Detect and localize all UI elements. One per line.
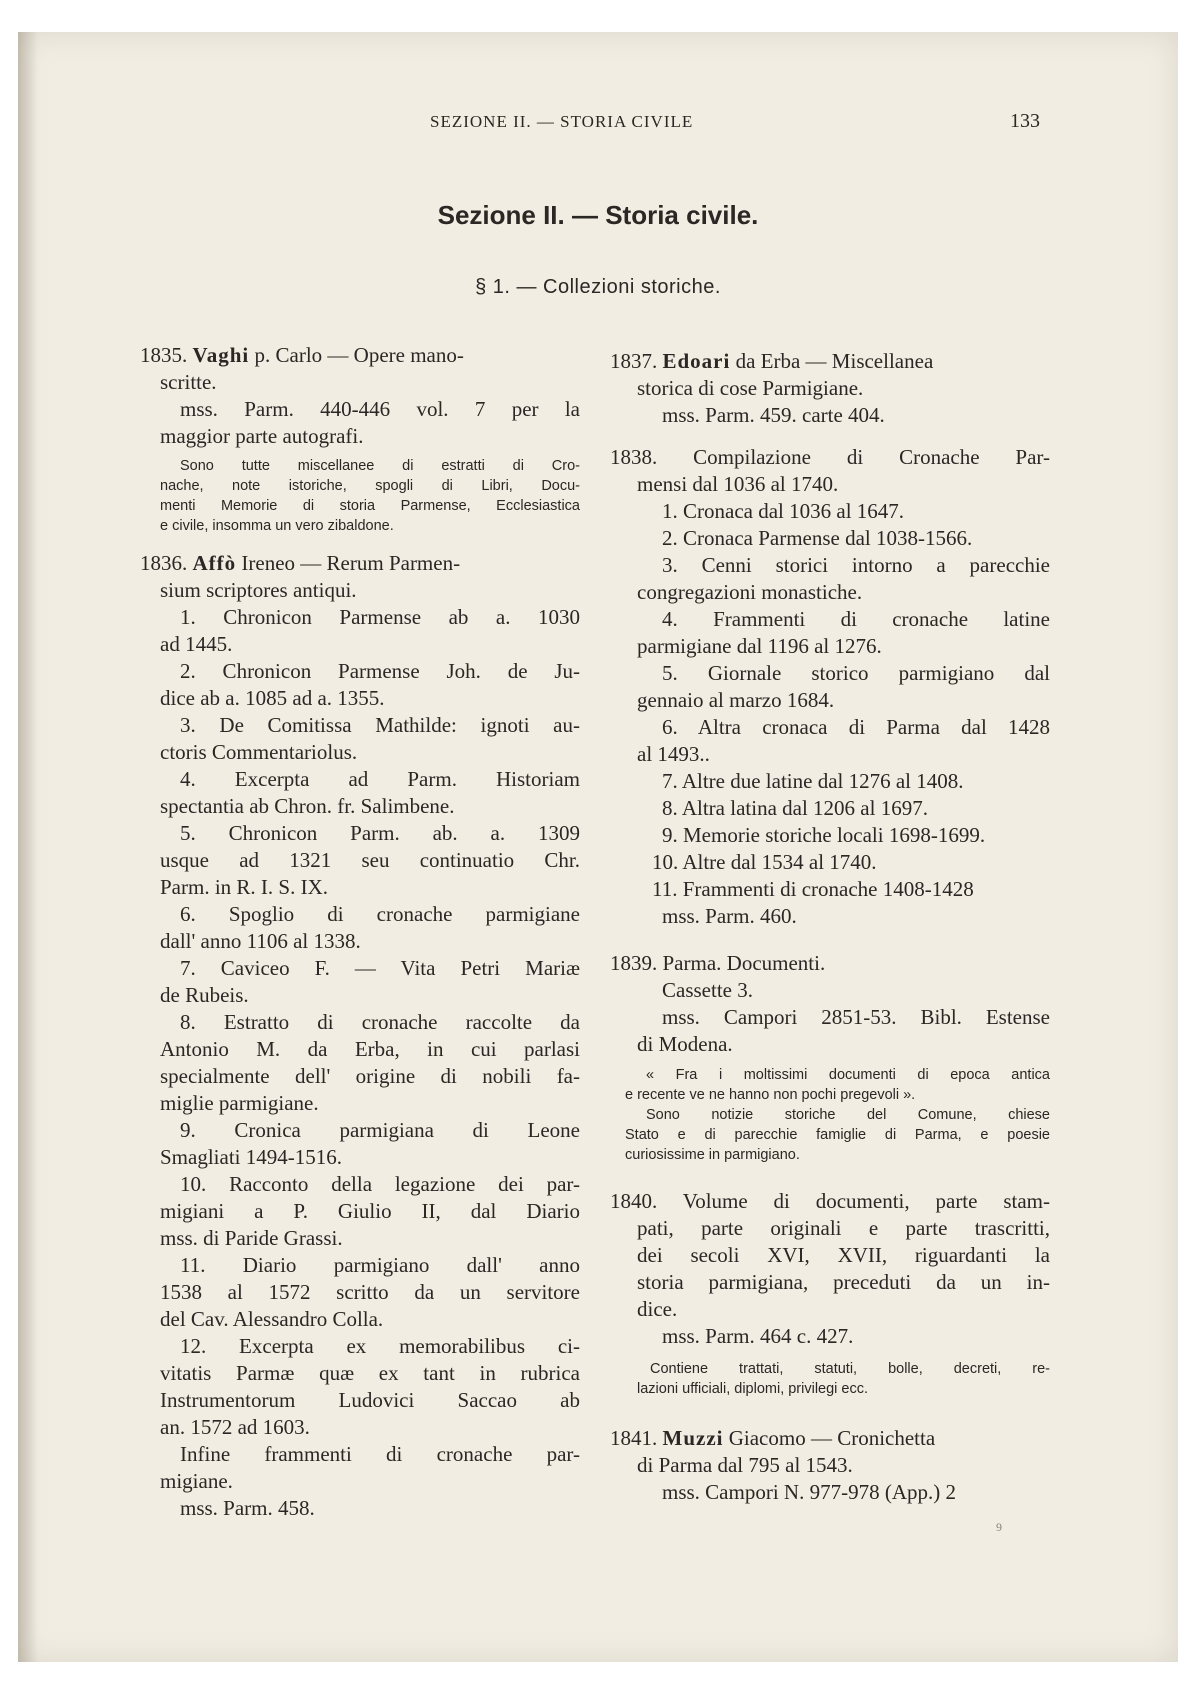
entry-line: 6. Spoglio di cronache parmigiane [180, 902, 580, 926]
entry-line: 9. Memorie storiche locali 1698-1699. [662, 823, 986, 847]
entry-line: ad 1445. [160, 632, 233, 656]
entry-line: dice. [637, 1297, 678, 1321]
entry-line: 3. Cenni storici intorno a parecchie [662, 553, 1050, 577]
entry-heading: 1839. Parma. Documenti. [610, 951, 826, 975]
section-title: Sezione II. — Storia civile. [437, 200, 759, 230]
entry-line: migiane. [160, 1469, 233, 1493]
entry-line: mss. Campori N. 977-978 (App.) 2 [662, 1480, 956, 1504]
entry-line: 12. Excerpta ex memorabilibus ci- [180, 1334, 580, 1358]
entry-line: storia parmigiana, preceduti da un in- [637, 1270, 1050, 1294]
entry-line: di Parma dal 795 al 1543. [637, 1453, 853, 1477]
entry-line: 4. Frammenti di cronache latine [662, 607, 1050, 631]
entry-line: usque ad 1321 seu continuatio Chr. [160, 848, 580, 872]
entry-note: curiosissime in parmigiano. [625, 1147, 800, 1163]
entry-line: di Modena. [637, 1032, 733, 1056]
entry-line: mss. Parm. 458. [180, 1496, 315, 1520]
entry-line: parmigiane dal 1196 al 1276. [637, 634, 882, 658]
entry-line: Antonio M. da Erba, in cui parlasi [160, 1037, 580, 1061]
entry-line: congregazioni monastiche. [637, 580, 863, 604]
entry-heading-rest: p. Carlo — Opere mano- [249, 343, 464, 367]
entry-line: 11. Frammenti di cronache 1408-1428 [652, 877, 974, 901]
entry-note: nache, note istoriche, spogli di Libri, Docu- [160, 478, 580, 494]
entry-number: 1837. [610, 349, 658, 373]
entry-heading: 1838. Compilazione di Cronache Par- [610, 445, 1050, 469]
entry-line: 11. Diario parmigiano dall' anno [180, 1253, 580, 1277]
entry-line: Instrumentorum Ludovici Saccao ab [160, 1388, 580, 1412]
entry-note: « Fra i moltissimi documenti di epoca antica [646, 1067, 1050, 1083]
entry-number: 1836. [140, 551, 188, 575]
entry-line: spectantia ab Chron. fr. Salimbene. [160, 794, 455, 818]
entry-line: 8. Altra latina dal 1206 al 1697. [662, 796, 928, 820]
entry-line: 5. Giornale storico parmigiano dal [662, 661, 1050, 685]
entry-note: e recente ve ne hanno non pochi pregevoli ». [625, 1087, 916, 1103]
entry-note: lazioni ufficiali, diplomi, privilegi ecc. [637, 1381, 869, 1397]
entry-line: dall' anno 1106 al 1338. [160, 929, 361, 953]
entry-line: mensi dal 1036 al 1740. [637, 472, 839, 496]
entry-line: mss. Parm. 460. [662, 904, 797, 928]
entry-line: 6. Altra cronaca di Parma dal 1428 [662, 715, 1050, 739]
page-number: 133 [1010, 110, 1040, 132]
entry-line: 1538 al 1572 scritto da un servitore [160, 1280, 580, 1304]
entry-heading-rest: da Erba — Miscellanea [730, 349, 934, 373]
entry-line: pati, parte originali e parte trascritti, [637, 1216, 1050, 1240]
entry-line: Parm. in R. I. S. IX. [160, 875, 328, 899]
entry-line: migiani a P. Giulio II, dal Diario [160, 1199, 580, 1223]
entry-note: Contiene trattati, statuti, bolle, decreti, re- [650, 1361, 1050, 1377]
entry-line: de Rubeis. [160, 983, 249, 1007]
entry-line: scritte. [160, 370, 217, 394]
entry-author: Affò [192, 551, 237, 575]
entry-line: 10. Altre dal 1534 al 1740. [652, 850, 877, 874]
entry-line: 4. Excerpta ad Parm. Historiam [180, 767, 580, 791]
entry-heading-rest: Ireneo — Rerum Parmen- [236, 551, 461, 575]
footer-mark: 9 [996, 1520, 1002, 1534]
entry-line: mss. Parm. 440-446 vol. 7 per la [180, 397, 580, 421]
subsection-title: § 1. — Collezioni storiche. [475, 276, 721, 298]
entry-heading [610, 348, 933, 374]
entry-heading [140, 342, 464, 368]
entry-note: menti Memorie di storia Parmense, Ecclesiastica [160, 498, 580, 514]
entry-line: 1. Cronaca dal 1036 al 1647. [662, 499, 905, 523]
entry-heading-rest: Giacomo — Cronichetta [723, 1426, 936, 1450]
entry-line: 7. Caviceo F. — Vita Petri Mariæ [180, 956, 580, 980]
entry-line: 2. Cronaca Parmense dal 1038-1566. [662, 526, 973, 550]
entry-line: 9. Cronica parmigiana di Leone [180, 1118, 580, 1142]
entry-note: Stato e di parecchie famiglie di Parma, e poesie [625, 1127, 1050, 1143]
entry-note: Sono notizie storiche del Comune, chiese [646, 1107, 1050, 1123]
entry-line: 8. Estratto di cronache raccolte da [180, 1010, 580, 1034]
entry-line: 10. Racconto della legazione dei par- [180, 1172, 580, 1196]
entry-line: dei secoli XVI, XVII, riguardanti la [637, 1243, 1050, 1267]
entry-line: mss. Parm. 459. carte 404. [662, 403, 885, 427]
entry-line: an. 1572 ad 1603. [160, 1415, 310, 1439]
entry-heading: 1840. Volume di documenti, parte stam- [610, 1189, 1050, 1213]
entry-line: vitatis Parmæ quæ ex tant in rubrica [160, 1361, 580, 1385]
entry-line: 2. Chronicon Parmense Joh. de Ju- [180, 659, 580, 683]
entry-line: 1. Chronicon Parmense ab a. 1030 [180, 605, 580, 629]
entry-line: Smagliati 1494-1516. [160, 1145, 342, 1169]
entry-number: 1835. [140, 343, 188, 367]
entry-author: Vaghi [192, 343, 250, 367]
entry-note: e civile, insomma un vero zibaldone. [160, 518, 394, 534]
entry-line: mss. Campori 2851-53. Bibl. Estense [662, 1005, 1050, 1029]
entry-heading [610, 1425, 935, 1451]
entry-line: storica di cose Parmigiane. [637, 376, 864, 400]
entry-line: 3. De Comitissa Mathilde: ignoti au- [180, 713, 580, 737]
entry-heading [140, 550, 460, 576]
entry-line: maggior parte autografi. [160, 424, 364, 448]
entry-line: dice ab a. 1085 ad a. 1355. [160, 686, 385, 710]
entry-line: Infine frammenti di cronache par- [180, 1442, 580, 1466]
entry-line: sium scriptores antiqui. [160, 578, 357, 602]
entry-line: al 1493.. [637, 742, 710, 766]
entry-line: Cassette 3. [662, 978, 753, 1002]
entry-line: mss. Parm. 464 c. 427. [662, 1324, 854, 1348]
entry-author: Muzzi [662, 1426, 724, 1450]
running-head: SEZIONE II. — STORIA CIVILE [430, 112, 694, 131]
entry-author: Edoari [662, 349, 731, 373]
entry-line: miglie parmigiane. [160, 1091, 319, 1115]
entry-line: 5. Chronicon Parm. ab. a. 1309 [180, 821, 580, 845]
entry-note: Sono tutte miscellanee di estratti di Cro- [180, 458, 580, 474]
entry-line: specialmente dell' origine di nobili fa- [160, 1064, 580, 1088]
entry-line: 7. Altre due latine dal 1276 al 1408. [662, 769, 964, 793]
entry-line: del Cav. Alessandro Colla. [160, 1307, 384, 1331]
entry-line: ctoris Commentariolus. [160, 740, 358, 764]
entry-number: 1841. [610, 1426, 658, 1450]
entry-line: mss. di Paride Grassi. [160, 1226, 343, 1250]
entry-line: gennaio al marzo 1684. [637, 688, 835, 712]
